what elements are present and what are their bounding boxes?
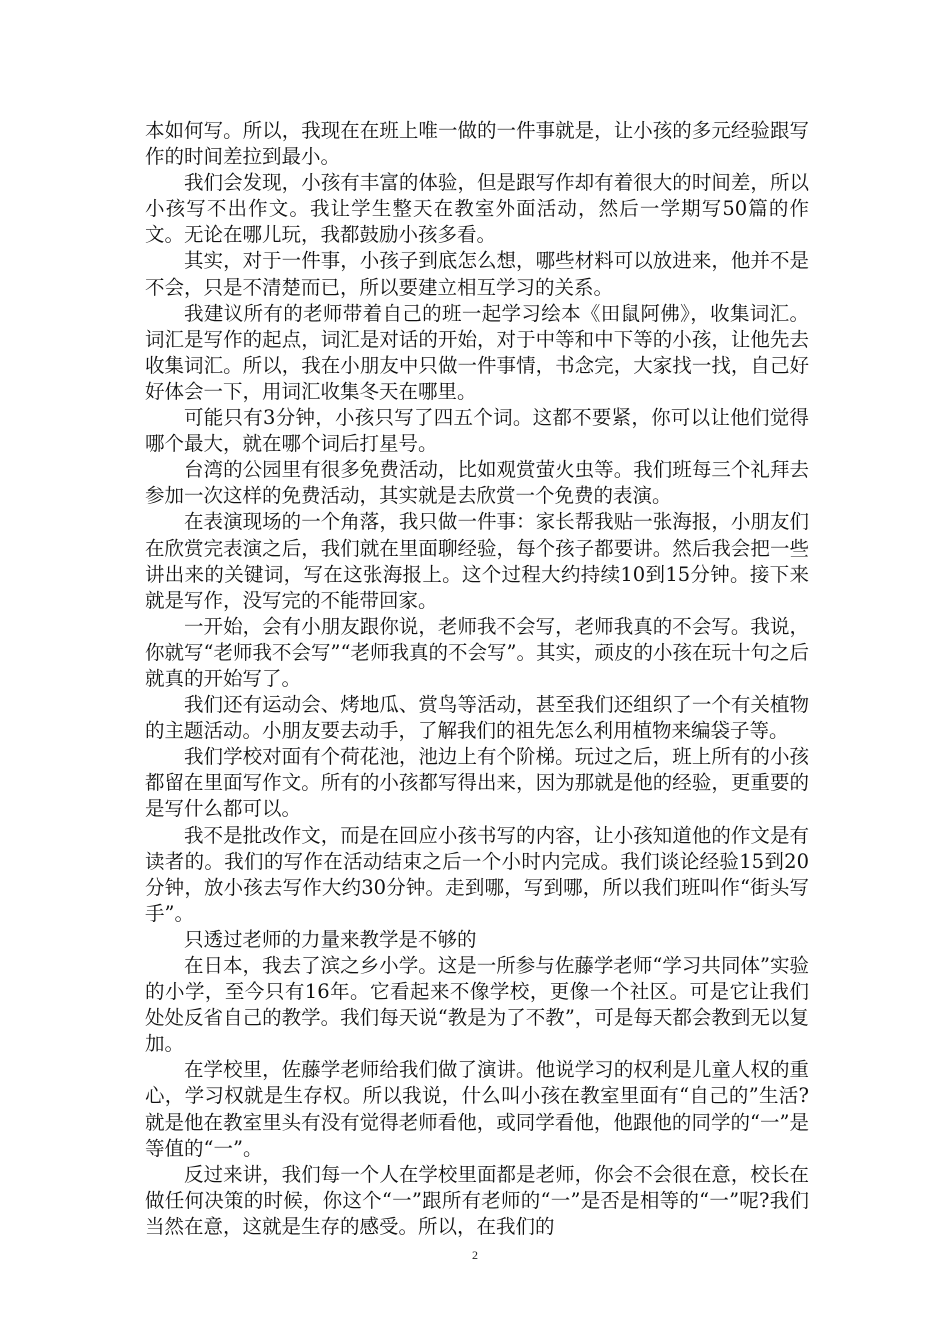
paragraph: 我们会发现，小孩有丰富的体验，但是跟写作却有着很大的时间差，所以小孩写不出作文。我让学生整天在教室外面活动，然后一学期写50篇的作文。无论在哪儿玩，我都鼓励小孩多看。 — [145, 171, 809, 247]
section-heading: 只透过老师的力量来教学是不够的 — [184, 927, 477, 951]
paragraph: 在学校里，佐藤学老师给我们做了演讲。他说学习的权利是儿童人权的重心，学习权就是生存权。所以我说，什么叫小孩在教室里面有“自己的”生活?就是他在教室里头有没有觉得老师看他，或同学看他，他跟他的同学的“一”是等值的“一”。 — [145, 1058, 809, 1160]
paragraph: 我们学校对面有个荷花池，池边上有个阶梯。玩过之后，班上所有的小孩都留在里面写作文。所有的小孩都写得出来，因为那就是他的经验，更重要的是写什么都可以。 — [145, 745, 809, 821]
paragraph: 可能只有3分钟，小孩只写了四五个词。这都不要紧，你可以让他们觉得哪个最大，就在哪个词后打星号。 — [145, 406, 809, 456]
paragraph: 台湾的公园里有很多免费活动，比如观赏萤火虫等。我们班每三个礼拜去参加一次这样的免费活动，其实就是去欣赏一个免费的表演。 — [145, 458, 809, 508]
page-number: 2 — [472, 1248, 478, 1262]
paragraph: 在日本，我去了滨之乡小学。这是一所参与佐藤学老师“学习共同体”实验的小学，至今只有16年。它看起来不像学校，更像一个社区。可是它让我们处处反省自己的教学。我们每天说“教是为了不教”，可是每天都会教到无以复加。 — [145, 954, 809, 1056]
paragraph: 一开始，会有小朋友跟你说，老师我不会写，老师我真的不会写。我说，你就写“老师我不会写”“老师我真的不会写”。其实，顽皮的小孩在玩十句之后就真的开始写了。 — [145, 614, 809, 690]
paragraph: 我们还有运动会、烤地瓜、赏鸟等活动，甚至我们还组织了一个有关植物的主题活动。小朋友要去动手，了解我们的祖先怎么利用植物来编袋子等。 — [145, 693, 809, 743]
paragraph: 我不是批改作文，而是在回应小孩书写的内容，让小孩知道他的作文是有读者的。我们的写作在活动结束之后一个小时内完成。我们谈论经验15到20分钟，放小孩去写作大约30分钟。走到哪，写到哪，所以我们班叫作“街头写手”。 — [145, 823, 809, 925]
page-body — [145, 118, 809, 1240]
paragraph: 其实，对于一件事，小孩子到底怎么想，哪些材料可以放进来，他并不是不会，只是不清楚而已，所以要建立相互学习的关系。 — [145, 249, 809, 299]
paragraph: 我建议所有的老师带着自己的班一起学习绘本《田鼠阿佛》，收集词汇。词汇是写作的起点，词汇是对话的开始，对于中等和中下等的小孩，让他先去收集词汇。所以，我在小朋友中只做一件事情，书念完，大家找一找，自己好好体会一下，用词汇收集冬天在哪里。 — [145, 301, 809, 403]
paragraph: 反过来讲，我们每一个人在学校里面都是老师，你会不会很在意，校长在做任何决策的时候，你这个“一”跟所有老师的“一”是否是相等的“一”呢?我们当然在意，这就是生存的感受。所以，在我们的 — [145, 1162, 809, 1238]
paragraph: 在表演现场的一个角落，我只做一件事：家长帮我贴一张海报，小朋友们在欣赏完表演之后，我们就在里面聊经验，每个孩子都要讲。然后我会把一些讲出来的关键词，写在这张海报上。这个过程大约持续10到15分钟。接下来就是写作，没写完的不能带回家。 — [145, 510, 809, 612]
paragraph: 本如何写。所以，我现在在班上唯一做的一件事就是，让小孩的多元经验跟写作的时间差拉到最小。 — [145, 119, 809, 169]
